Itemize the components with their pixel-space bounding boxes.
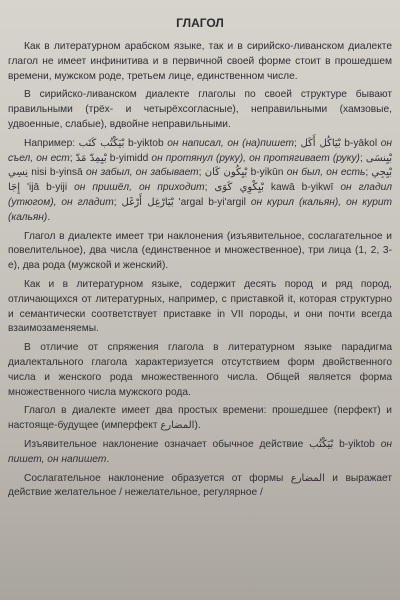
text-segment: ; [113,196,122,208]
arabic-term: بْيِكُون كَان [204,167,248,179]
arabic-term: بْيَكْتُب [309,438,334,450]
arabic-term: بْيِكْوِي كَوَى [214,182,264,194]
paragraph [8,278,392,337]
text-segment: ; [69,152,76,164]
text-segment: Как и в литературном языке, содержит десять пород и ряд пород, отличающихся от литературных, например, с приставкой it, которая структурно и семантически соответствует приставке in VII породы, и они почти всегда взаимозаменяемы. [8,278,392,335]
text-segment: Глагол в диалекте имеет три наклонения (изъявительное, сослагательное и повелительное), два числа (единственное и множественное), три лица (1, 2, 3-е), два рода (мужской и женский). [8,230,392,272]
text-segment: b-yimidd [106,152,152,164]
text-segment: 'argal b-yi'argil [173,196,251,208]
text-segment: b-yiktob [124,137,168,149]
text-segment: Глагол в диалекте имеет два простых времени: прошедшее (перфект) и настояще-будущее (имперфект [8,405,392,432]
text-segment: ). [194,420,201,432]
translation-text: он пишет, он напишет [8,438,392,465]
text-segment: Сослагательное наклонение образуется от формы [24,472,291,484]
translation-text: он курил (кальян), он курит (кальян) [8,196,393,223]
text-segment: В отличие от спряжения глагола в литературном языке парадигма диалектального глагола характеризуется отсутствием форм двойственного числа и женского рода множественного числа. Общей является форма множественного числа мужского рода. [8,342,392,398]
paragraph [8,230,392,274]
translation-text: он написал, он (на)пишет [167,137,295,149]
text-segment: Например: [24,137,79,149]
text-segment: b-yiktob [333,438,381,450]
paragraph [8,88,392,132]
text-segment: nisi b-yinsā [28,167,86,179]
arabic-term: بْيِمِدّ مَدّ [75,152,107,164]
text-segment: 'ijā b-yiji [20,182,75,194]
paragraph [8,137,392,226]
text-segment: ; [198,167,205,179]
arabic-term: المضارع [290,472,325,484]
text-segment: В сирийско-ливанском диалекте глаголы по своей структуре бывают правильными (трёх- и четырёхсогласные), неправильными (хамзовые, удвоенные, слабые), вдвойне неправильными. [8,89,392,130]
body-text [8,40,392,505]
text-segment: и выражает действие желательное / нежелательное, регулярное / [8,472,392,499]
page-title: ГЛАГОЛ [176,16,224,30]
paragraph [8,40,392,84]
text-segment: Изъявительное наклонение означает обычное действие [24,438,310,450]
translation-text: он гладил (утюгом), он гладит [8,182,392,208]
text-segment: ; [204,182,215,194]
text-segment: b-yākol [340,137,381,149]
text-segment: ; [365,167,372,179]
text-segment: b-yikūn [247,167,287,179]
arabic-term: بْيَاكُل أَكَل [300,137,341,149]
paragraph [8,472,392,502]
arabic-term: بْيَكْتُب كَتَب [78,137,125,149]
translation-text: он съел, он ест [8,137,392,164]
arabic-term: بْيِجِي إِجَا [8,167,392,194]
paragraph [8,404,392,434]
text-segment: ; [359,152,366,164]
translation-text: он был, он есть [286,167,366,179]
paragraph [8,438,392,468]
arabic-term: بْيِنسَى نِسِي [8,152,392,179]
translation-text: он забыл, он забывает [85,167,199,179]
text-segment: ; [294,137,301,149]
text-segment: . [47,211,51,223]
paragraph [8,341,392,400]
text-segment: . [106,453,110,465]
text-segment: kawā b-yikwī [263,182,341,194]
translation-text: он пришёл, он приходит [74,182,205,194]
arabic-term: المضارع [160,420,195,432]
translation-text: он протянул (руку), он протягивает (руку) [151,152,360,164]
text-segment: Как в литературном арабском языке, так и в сирийско-ливанском диалекте глагол не имеет инфинитива и в первичной своей форме стоит в прошедшем времени, мужском роде, третьем лице, единственном числе. [8,41,392,82]
arabic-term: بْيَارْغِل أَرْغَل [121,196,174,208]
